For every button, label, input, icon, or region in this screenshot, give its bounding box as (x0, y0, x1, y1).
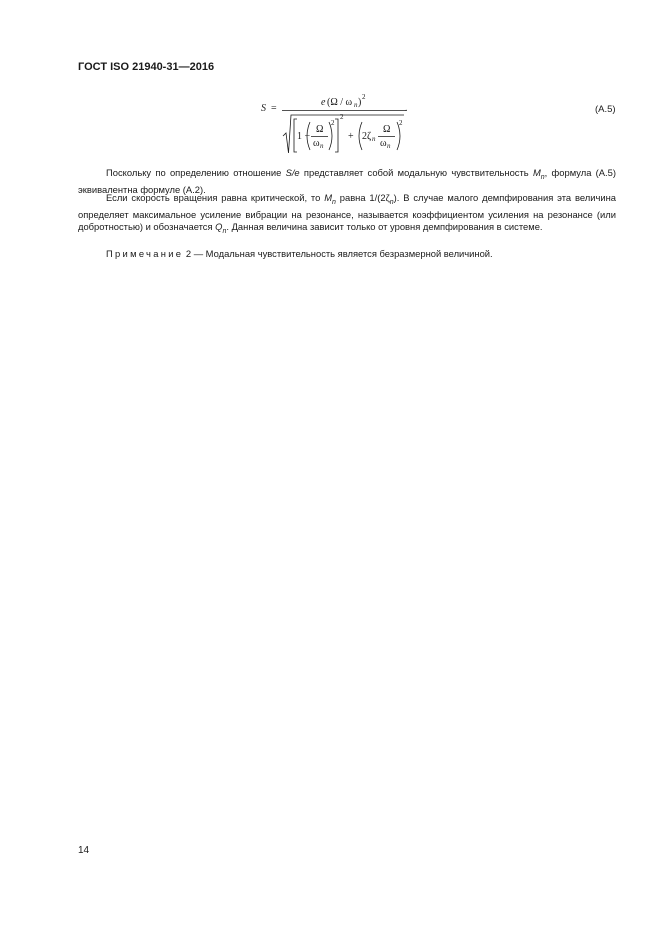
equation-number: (A.5) (595, 104, 616, 115)
zeta-sub: n (372, 135, 376, 143)
formula-equals: = (271, 103, 277, 114)
p2-M: M (324, 192, 332, 203)
note-number: 2 (185, 248, 192, 259)
bracket-exp: 2 (340, 113, 344, 121)
numerator-open: (Ω / ω (327, 97, 353, 108)
p2-text-3: ). В случае малого демпфирования эта величина определяет максимальное усиление вибрации на резонансе, называется коэффициентом усиления на резонансе (или добротностью) и обозначается (78, 192, 616, 233)
p1-M: M (532, 167, 541, 178)
p2-M-sub: n (332, 198, 336, 206)
page-number: 14 (78, 845, 90, 856)
formula-lhs: S (261, 103, 266, 114)
p1-text-3: , формула (A.5) эквивалентна формуле (A.2). (78, 167, 616, 196)
numerator-e: e (321, 97, 326, 108)
p1-M-sub: n (540, 173, 545, 181)
numerator-sub: n (354, 101, 358, 109)
note-label: Примечание (106, 248, 184, 259)
plus-sign: + (348, 131, 354, 142)
omega-1: Ω (316, 124, 324, 135)
one-minus: 1 − (297, 131, 311, 142)
p2-zeta-sub: n (389, 198, 394, 206)
note-2 (106, 248, 493, 260)
p2-text-1: Если скорость вращения равна критической, то (106, 192, 325, 203)
omega-n-1: ω (313, 138, 320, 149)
formula-strokes (0, 0, 661, 160)
p1-text-1: Поскольку по определению отношение (106, 167, 286, 178)
omega-n-2: ω (380, 138, 387, 149)
p2-Q: Q (215, 221, 223, 233)
right-square-bracket (335, 119, 338, 152)
inner-exp: 2 (331, 119, 335, 127)
two-zeta: 2ζ (362, 131, 372, 142)
p2-Q-sub: n (222, 228, 227, 236)
p2-text-4: . Данная величина зависит только от уровня демпфирования в системе. (226, 221, 543, 233)
paragraph-2 (78, 192, 616, 239)
omega-2: Ω (383, 124, 391, 135)
formula-trailing-dot: . (405, 103, 408, 114)
numerator-exp: 2 (362, 93, 366, 101)
note-text: — Модальная чувствительность является безразмерной величиной. (191, 248, 493, 259)
second-exp: 2 (399, 119, 403, 127)
omega-n-sub-1: n (320, 142, 324, 150)
omega-n-sub-2: n (387, 142, 391, 150)
p1-ratio: S/e (285, 167, 300, 178)
p2-text-2: равна 1/(2ζ (335, 192, 390, 203)
numerator-close: ) (358, 97, 362, 108)
p1-text-2: представляет собой модальную чувствительность (299, 167, 533, 178)
document-header: ГОСТ ISO 21940-31—2016 (78, 61, 215, 73)
formula-a5 (0, 0, 661, 160)
